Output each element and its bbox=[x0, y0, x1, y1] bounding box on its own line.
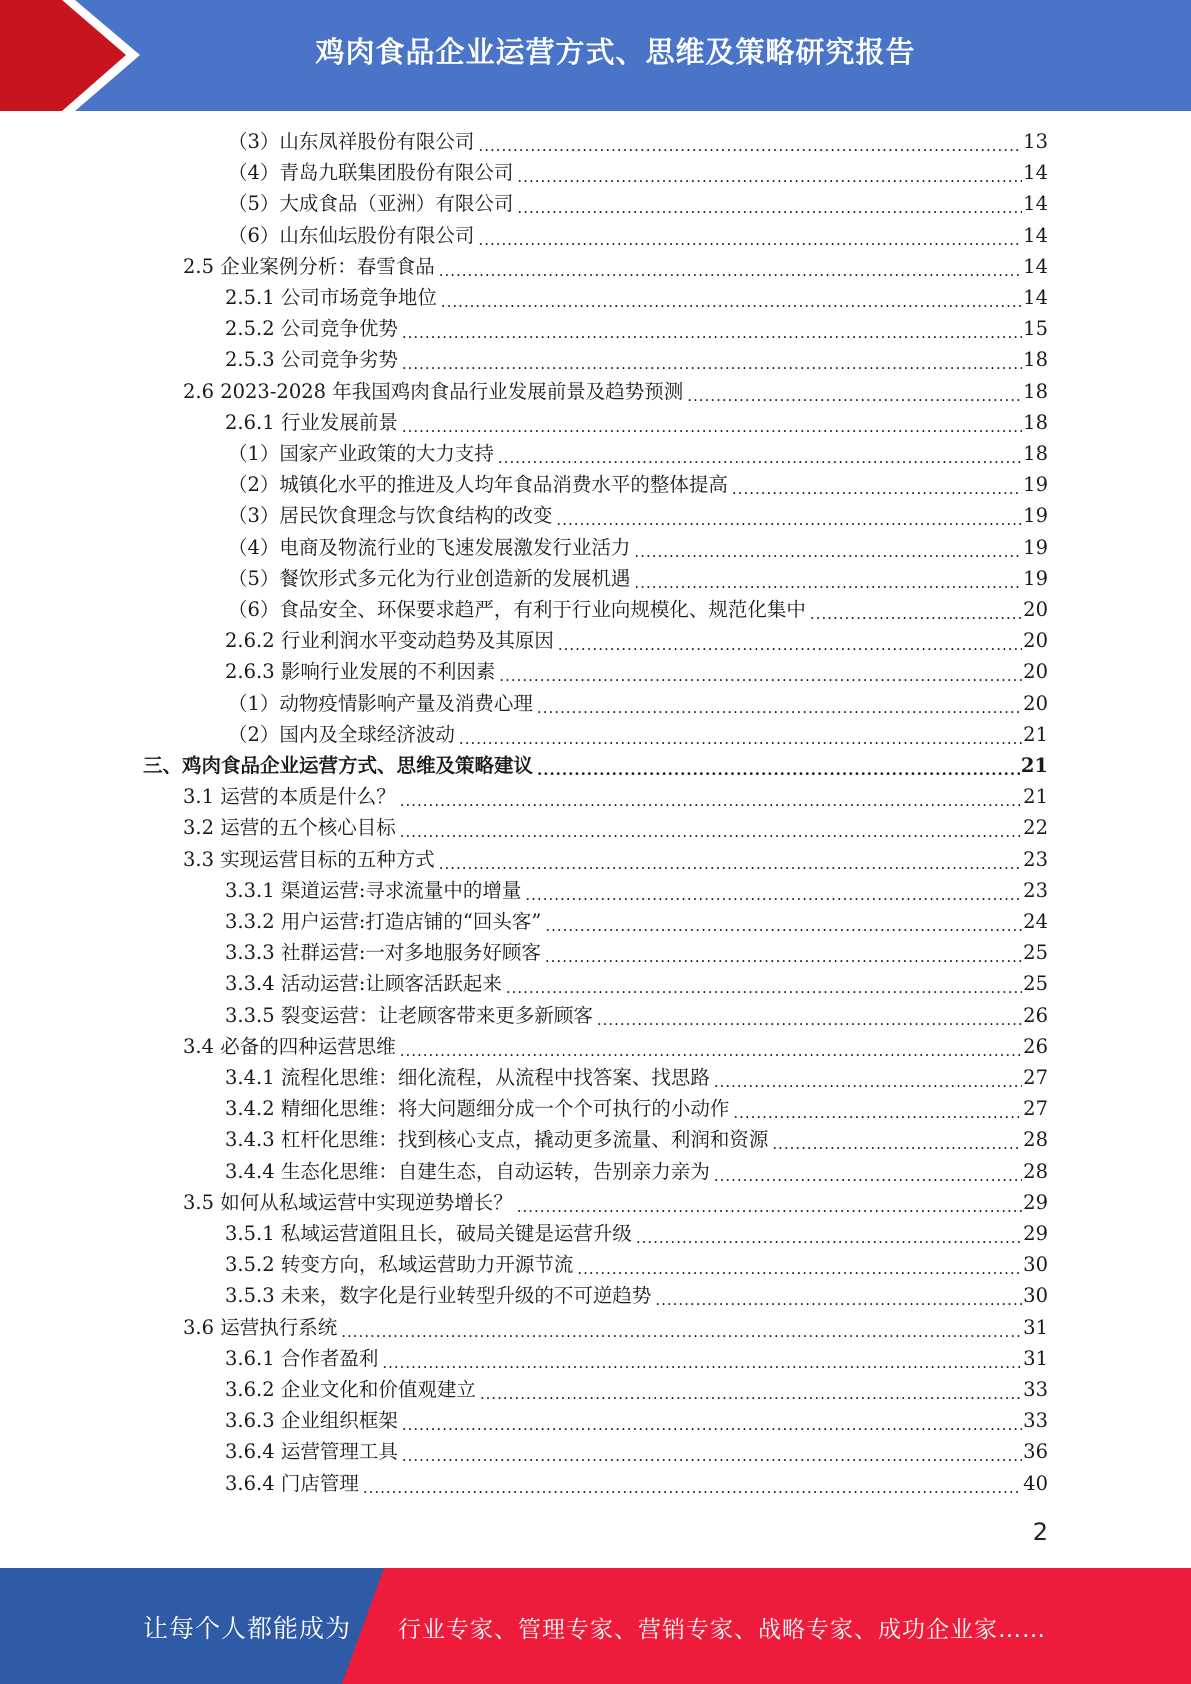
toc-entry-title: （2）国内及全球经济波动 bbox=[228, 722, 455, 746]
toc-leader-dots bbox=[556, 501, 1022, 531]
toc-entry-page: 27 bbox=[1023, 1066, 1048, 1089]
toc-leader-dots bbox=[363, 1469, 1022, 1499]
toc-entry-page: 30 bbox=[1023, 1253, 1048, 1277]
toc-entry[interactable] bbox=[228, 501, 1048, 531]
toc-entry-title: 3.5.2 转变方向，私域运营助力开源节流 bbox=[225, 1253, 574, 1277]
toc-entry-title: 3.4.3 杠杆化思维：找到核心支点，撬动更多流量、利润和资源 bbox=[225, 1128, 769, 1152]
toc-entry-title: （6）食品安全、环保要求趋严，有利于行业向规模化、规范化集中 bbox=[228, 598, 806, 621]
toc-entry-page: 19 bbox=[1023, 504, 1048, 528]
toc-entry-page: 18 bbox=[1023, 379, 1048, 403]
toc-entry-title: 3.6.1 合作者盈利 bbox=[225, 1346, 379, 1370]
toc-entry-title: （4）电商及物流行业的飞速发展激发行业活力 bbox=[228, 535, 631, 559]
toc-leader-dots bbox=[558, 626, 1022, 656]
toc-leader-dots bbox=[499, 657, 1022, 687]
toc-entry[interactable] bbox=[225, 1125, 1048, 1155]
toc-entry-title: 3.5.3 未来，数字化是行业转型升级的不可逆趋势 bbox=[225, 1284, 652, 1308]
toc-entry-page: 23 bbox=[1023, 847, 1048, 871]
toc-entry-page: 20 bbox=[1023, 629, 1048, 653]
toc-entry[interactable] bbox=[143, 751, 1048, 781]
toc-entry-title: 2.5.1 公司市场竞争地位 bbox=[225, 286, 437, 309]
toc-entry-page: 20 bbox=[1023, 660, 1048, 684]
toc-leader-dots bbox=[517, 189, 1022, 219]
toc-entry-page: 36 bbox=[1023, 1440, 1048, 1464]
toc-leader-dots bbox=[402, 345, 1022, 375]
toc-entry-page: 14 bbox=[1023, 192, 1048, 216]
toc-leader-dots bbox=[459, 720, 1022, 750]
toc-leader-dots bbox=[400, 813, 1022, 843]
toc-entry[interactable] bbox=[225, 1094, 1048, 1124]
toc-entry[interactable] bbox=[225, 314, 1048, 344]
toc-entry-title: 2.6.2 行业利润水平变动趋势及其原因 bbox=[225, 629, 554, 653]
toc-entry-page: 31 bbox=[1023, 1346, 1048, 1370]
page-number: 2 bbox=[1032, 1518, 1048, 1546]
toc-entry-page: 20 bbox=[1023, 691, 1048, 715]
toc-entry-page: 21 bbox=[1023, 785, 1048, 809]
toc-entry-title: 3.4.1 流程化思维：细化流程，从流程中找答案、找思路 bbox=[225, 1066, 710, 1089]
toc-entry-page: 27 bbox=[1023, 1097, 1048, 1121]
toc-entry-page: 13 bbox=[1023, 130, 1048, 153]
toc-entry-title: 3.6 运营执行系统 bbox=[183, 1315, 338, 1339]
toc-entry-page: 33 bbox=[1023, 1378, 1048, 1401]
toc-entry[interactable] bbox=[228, 158, 1048, 188]
toc-entry[interactable] bbox=[225, 1063, 1048, 1093]
toc-entry[interactable] bbox=[228, 470, 1048, 500]
toc-entry-page: 29 bbox=[1023, 1222, 1048, 1245]
toc-leader-dots bbox=[498, 439, 1022, 469]
toc-entry-title: 3.3.2 用户运营:打造店铺的“回头客” bbox=[225, 910, 542, 933]
toc-leader-dots bbox=[634, 533, 1022, 563]
toc-entry-page: 14 bbox=[1023, 286, 1048, 309]
toc-entry[interactable] bbox=[183, 377, 1048, 407]
toc-entry[interactable] bbox=[228, 689, 1048, 719]
toc-entry-title: 3.1 运营的本质是什么？ bbox=[183, 785, 396, 809]
toc-entry[interactable] bbox=[225, 1437, 1048, 1467]
footer-slogan-left: 让每个人都能成为 bbox=[143, 1614, 352, 1643]
toc-entry-page: 26 bbox=[1023, 1034, 1048, 1058]
toc-entry[interactable] bbox=[225, 283, 1048, 313]
toc-leader-dots bbox=[402, 408, 1022, 438]
toc-entry-page: 19 bbox=[1023, 473, 1048, 497]
toc-entry-title: 3.3 实现运营目标的五种方式 bbox=[183, 847, 435, 871]
toc-entry-page: 14 bbox=[1023, 254, 1048, 278]
toc-leader-dots bbox=[506, 969, 1022, 999]
toc-entry[interactable] bbox=[225, 876, 1048, 906]
toc-leader-dots bbox=[732, 470, 1022, 500]
toc-leader-dots bbox=[525, 876, 1022, 906]
toc-entry[interactable] bbox=[183, 845, 1048, 875]
toc-entry-page: 30 bbox=[1023, 1284, 1048, 1308]
toc-leader-dots bbox=[517, 1188, 1022, 1218]
toc-entry[interactable] bbox=[225, 1219, 1048, 1249]
toc-entry-page: 14 bbox=[1023, 223, 1048, 247]
toc-leader-dots bbox=[634, 564, 1022, 594]
toc-leader-dots bbox=[400, 782, 1022, 812]
toc-entry-page: 18 bbox=[1023, 410, 1048, 434]
toc-entry[interactable] bbox=[225, 907, 1048, 937]
toc-entry-title: 3.4.4 生态化思维：自建生态，自动运转，告别亲力亲为 bbox=[225, 1159, 710, 1183]
toc-entry[interactable] bbox=[225, 657, 1048, 687]
toc-entry[interactable] bbox=[225, 626, 1048, 656]
toc-entry-title: 3.3.4 活动运营:让顾客活跃起来 bbox=[225, 972, 502, 996]
toc-leader-dots bbox=[577, 1250, 1022, 1280]
toc-leader-dots bbox=[400, 1032, 1022, 1062]
toc-leader-dots bbox=[439, 845, 1022, 875]
toc-leader-dots bbox=[714, 1157, 1022, 1187]
toc-leader-dots bbox=[478, 221, 1022, 251]
toc-leader-dots bbox=[517, 158, 1022, 188]
toc-entry-title: 3.2 运营的五个核心目标 bbox=[183, 816, 396, 840]
toc-entry-title: 3.3.3 社群运营:一对多地服务好顾客 bbox=[225, 941, 541, 965]
toc-entry[interactable] bbox=[228, 595, 1048, 625]
toc-entry-title: 3.5.1 私域运营道阻且长，破局关键是运营升级 bbox=[225, 1222, 632, 1245]
toc-entry-title: 2.5 企业案例分析：春雪食品 bbox=[183, 254, 435, 278]
toc-entry-title: 3.6.4 运营管理工具 bbox=[225, 1440, 398, 1464]
toc-leader-dots bbox=[714, 1063, 1022, 1093]
toc-entry[interactable] bbox=[228, 189, 1048, 219]
toc-entry[interactable] bbox=[183, 813, 1048, 843]
toc-entry[interactable] bbox=[225, 969, 1048, 999]
toc-entry[interactable] bbox=[225, 1344, 1048, 1374]
toc-entry-page: 18 bbox=[1023, 442, 1048, 465]
toc-entry-title: （2）城镇化水平的推进及人均年食品消费水平的整体提高 bbox=[228, 473, 728, 497]
toc-entry[interactable] bbox=[225, 1001, 1048, 1031]
toc-leader-dots bbox=[772, 1125, 1022, 1155]
toc-entry-title: （5）大成食品（亚洲）有限公司 bbox=[228, 192, 514, 216]
toc-leader-dots bbox=[545, 907, 1022, 937]
toc-entry[interactable] bbox=[225, 1281, 1048, 1311]
toc-entry-title: （6）山东仙坛股份有限公司 bbox=[228, 223, 475, 247]
toc-entry[interactable] bbox=[225, 1250, 1048, 1280]
toc-leader-dots bbox=[402, 1406, 1022, 1436]
toc-entry[interactable] bbox=[225, 1157, 1048, 1187]
toc-leader-dots bbox=[441, 283, 1022, 313]
toc-entry-page: 14 bbox=[1023, 161, 1048, 185]
toc-entry[interactable] bbox=[228, 439, 1048, 469]
toc-entry-title: 3.5 如何从私域运营中实现逆势增长？ bbox=[183, 1190, 513, 1214]
toc-entry[interactable] bbox=[183, 1188, 1048, 1218]
toc-entry[interactable] bbox=[183, 252, 1048, 282]
toc-leader-dots bbox=[341, 1313, 1022, 1343]
header-title: 鸡肉食品企业运营方式、思维及策略研究报告 bbox=[315, 35, 916, 69]
toc-entry-title: 2.6 2023-2028 年我国鸡肉食品行业发展前景及趋势预测 bbox=[183, 379, 684, 403]
toc-leader-dots bbox=[636, 1219, 1022, 1249]
toc-entry[interactable] bbox=[183, 1313, 1048, 1343]
toc-entry[interactable] bbox=[228, 221, 1048, 251]
toc-entry-title: 3.4.2 精细化思维：将大问题细分成一个个可执行的小动作 bbox=[225, 1097, 730, 1121]
toc-entry-title: 3.6.4 门店管理 bbox=[225, 1471, 359, 1495]
toc-entry-page: 23 bbox=[1023, 878, 1048, 902]
toc-entry-page: 28 bbox=[1023, 1159, 1048, 1183]
page-header bbox=[0, 0, 1191, 111]
toc-entry[interactable] bbox=[225, 1375, 1048, 1405]
toc-leader-dots bbox=[439, 252, 1022, 282]
toc-entry-page: 24 bbox=[1023, 910, 1048, 933]
toc-entry-title: （5）餐饮形式多元化为行业创造新的发展机遇 bbox=[228, 566, 631, 590]
toc-entry-page: 20 bbox=[1023, 598, 1048, 621]
toc-leader-dots bbox=[537, 751, 1020, 781]
toc-entry[interactable] bbox=[225, 408, 1048, 438]
toc-leader-dots bbox=[687, 377, 1022, 407]
toc-entry[interactable] bbox=[225, 1469, 1048, 1499]
toc-entry-title: 3.6.2 企业文化和价值观建立 bbox=[225, 1378, 476, 1401]
toc-leader-dots bbox=[402, 314, 1022, 344]
toc-entry[interactable] bbox=[183, 1032, 1048, 1062]
toc-leader-dots bbox=[545, 938, 1022, 968]
toc-entry-title: （3）居民饮食理念与饮食结构的改变 bbox=[228, 504, 553, 528]
toc-entry-title: 2.6.1 行业发展前景 bbox=[225, 410, 398, 434]
toc-leader-dots bbox=[597, 1001, 1022, 1031]
toc-leader-dots bbox=[810, 595, 1022, 625]
toc-leader-dots bbox=[480, 1375, 1022, 1405]
toc-leader-dots bbox=[733, 1094, 1022, 1124]
toc-entry-title: 3.6.3 企业组织框架 bbox=[225, 1409, 398, 1433]
toc-entry-title: 2.5.3 公司竞争劣势 bbox=[225, 348, 398, 372]
toc-entry-title: 3.3.1 渠道运营:寻求流量中的增量 bbox=[225, 878, 522, 902]
toc-entry-page: 26 bbox=[1023, 1003, 1048, 1027]
toc-entry-title: （4）青岛九联集团股份有限公司 bbox=[228, 161, 514, 185]
toc-entry-page: 28 bbox=[1023, 1128, 1048, 1152]
toc-entry[interactable] bbox=[228, 127, 1048, 157]
toc-entry-page: 19 bbox=[1023, 535, 1048, 559]
toc-entry-page: 15 bbox=[1023, 317, 1048, 341]
toc-entry[interactable] bbox=[183, 782, 1048, 812]
toc-leader-dots bbox=[655, 1281, 1022, 1311]
toc-entry-page: 33 bbox=[1023, 1409, 1048, 1433]
footer-slogan-right: 行业专家、管理专家、营销专家、战略专家、成功企业家…… bbox=[398, 1617, 1046, 1643]
toc-entry-page: 22 bbox=[1023, 816, 1048, 840]
toc-entry-title: （1）动物疫情影响产量及消费心理 bbox=[228, 691, 533, 715]
toc-entry[interactable] bbox=[225, 345, 1048, 375]
toc-leader-dots bbox=[382, 1344, 1022, 1374]
toc-entry-title: 2.6.3 影响行业发展的不利因素 bbox=[225, 660, 496, 684]
toc-entry-title: 三、鸡肉食品企业运营方式、思维及策略建议 bbox=[143, 754, 534, 777]
toc-leader-dots bbox=[402, 1437, 1022, 1467]
toc-entry-page: 31 bbox=[1023, 1315, 1048, 1339]
toc-entry-page: 19 bbox=[1023, 566, 1048, 590]
toc-entry[interactable] bbox=[225, 938, 1048, 968]
toc-entry-title: 3.4 必备的四种运营思维 bbox=[183, 1034, 396, 1058]
toc-entry-page: 29 bbox=[1023, 1190, 1048, 1214]
toc-entry-title: 3.3.5 裂变运营：让老顾客带来更多新顾客 bbox=[225, 1003, 593, 1027]
toc-entry-title: （3）山东凤祥股份有限公司 bbox=[228, 130, 475, 153]
toc-leader-dots bbox=[537, 689, 1022, 719]
toc-entry-page: 18 bbox=[1023, 348, 1048, 372]
toc-entry-page: 25 bbox=[1023, 941, 1048, 965]
toc-entry-page: 21 bbox=[1020, 754, 1048, 777]
toc-entry-page: 40 bbox=[1023, 1471, 1048, 1495]
toc-entry[interactable] bbox=[228, 564, 1048, 594]
toc-entry[interactable] bbox=[228, 720, 1048, 750]
toc-entry-title: （1）国家产业政策的大力支持 bbox=[228, 442, 494, 465]
toc-entry-page: 25 bbox=[1023, 972, 1048, 996]
toc-entry[interactable] bbox=[225, 1406, 1048, 1436]
toc-entry-title: 2.5.2 公司竞争优势 bbox=[225, 317, 398, 341]
page-footer bbox=[0, 1568, 1191, 1684]
toc-entry[interactable] bbox=[228, 533, 1048, 563]
toc-leader-dots bbox=[478, 127, 1022, 157]
toc-entry-page: 21 bbox=[1023, 722, 1048, 746]
